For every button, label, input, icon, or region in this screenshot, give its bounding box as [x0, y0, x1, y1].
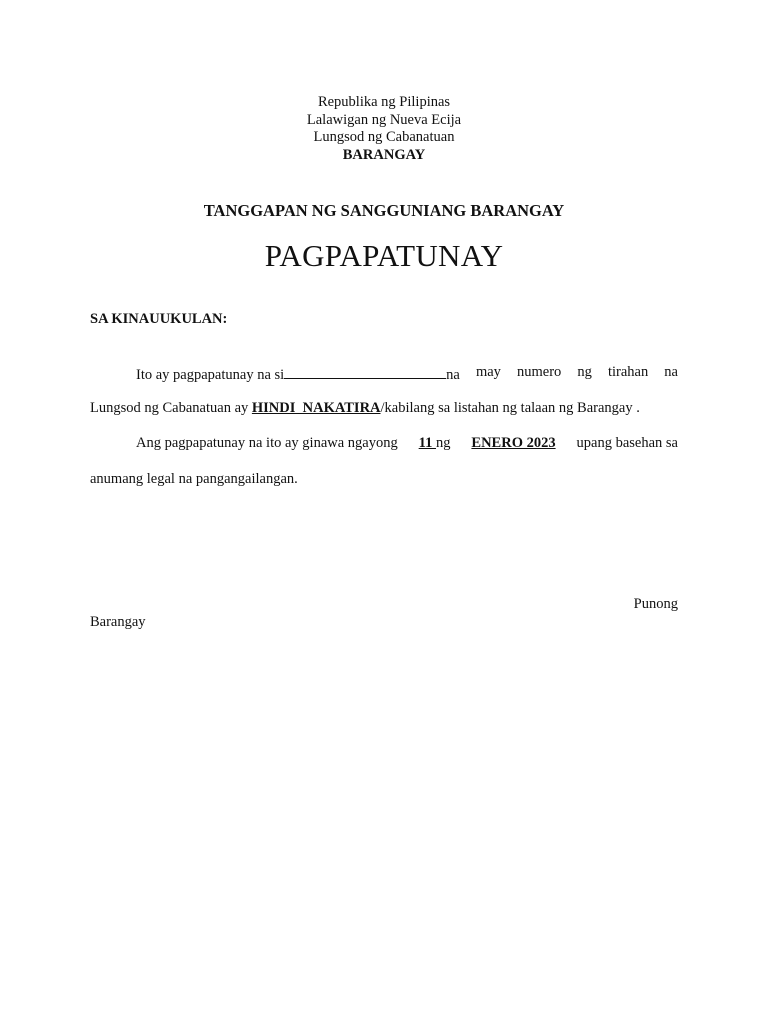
salutation: SA KINAUUKULAN: — [90, 311, 228, 327]
paragraph-1-word: na — [664, 364, 678, 380]
paragraph-1-word: na — [446, 367, 460, 383]
letterhead-barangay: BARANGAY — [342, 146, 426, 163]
paragraph-1-line-2 — [90, 400, 678, 417]
paragraph-2-start: Ang pagpapatunay na ito ay ginawa ngayong — [136, 435, 398, 451]
name-blank-line — [284, 364, 446, 379]
paragraph-2-end: upang basehan sa — [576, 435, 678, 451]
letterhead-republic: Republika ng Pilipinas — [317, 94, 451, 110]
paragraph-1-word: may — [475, 364, 501, 380]
paragraph-1-word: tirahan — [607, 364, 649, 380]
signature-title-line-1: Punong — [633, 596, 678, 612]
letterhead — [0, 94, 768, 164]
paragraph-1-intro — [90, 364, 460, 384]
letterhead-city: Lungsod ng Cabanatuan — [313, 129, 455, 145]
residency-status: HINDI NAKATIRA — [251, 400, 381, 416]
letterhead-province: Lalawigan ng Nueva Ecija — [306, 111, 462, 128]
office-name: TANGGAPAN NG SANGGUNIANG BARANGAY — [203, 201, 565, 220]
paragraph-1-line-1 — [90, 364, 678, 384]
paragraph-1-line-2-start: Lungsod ng Cabanatuan ay — [90, 400, 252, 416]
paragraph-2-ng: ng — [435, 435, 451, 451]
issue-month-year: ENERO 2023 — [471, 435, 556, 451]
signature-title-line-2: Barangay — [90, 614, 146, 630]
paragraph-1-line-2-end: /kabilang sa listahan ng talaan ng Barangay . — [380, 400, 640, 416]
paragraph-2-line-2: anumang legal na pangangailangan. — [90, 471, 298, 487]
document-title: PAGPAPATUNAY — [264, 238, 504, 273]
paragraph-1-intro-text: Ito ay pagpapatunay na si — [136, 367, 285, 383]
paragraph-1-word: numero — [516, 364, 562, 380]
paragraph-1-word: ng — [577, 364, 592, 380]
issue-day: 11 — [418, 435, 436, 451]
paragraph-2-line-1 — [90, 435, 678, 452]
